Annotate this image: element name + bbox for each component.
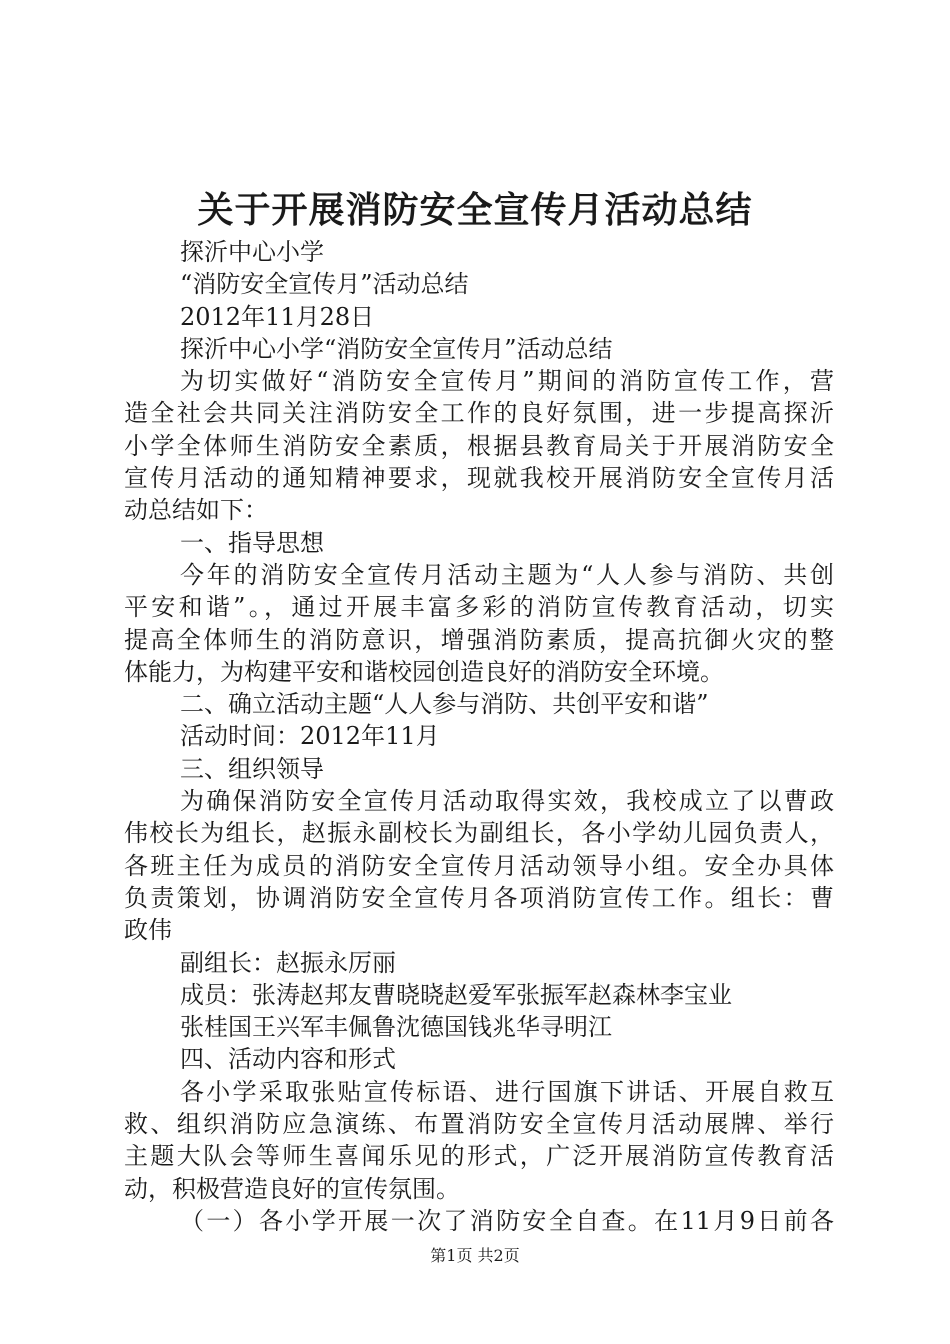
text-line: “消防安全宣传月”活动总结 [180,270,469,299]
page-footer: 第1页 共2页 [430,1246,520,1265]
text-line: 三、组织领导 [180,754,324,783]
text-line: 为切实做好“消防安全宣传月”期间的消防宣传工作，营 [180,367,834,396]
text-line: 宣传月活动的通知精神要求，现就我校开展消防安全宣传月活 [124,464,834,493]
text-line: 动，积极营造良好的宣传氛围。 [124,1174,460,1203]
text-line: 体能力，为构建平安和谐校园创造良好的消防安全环境。 [124,657,724,686]
document-body [124,236,834,1237]
text-line: 提高全体师生的消防意识，增强消防素质，提高抗御火灾的整 [124,625,834,654]
text-line: 二、确立活动主题“人人参与消防、共创平安和谐” [180,690,709,719]
text-line: 张桂国王兴军丰佩鲁沈德国钱兆华寻明江 [180,1013,612,1042]
text-line: 各小学采取张贴宣传标语、进行国旗下讲话、开展自救互 [180,1077,834,1106]
document-title: 关于开展消防安全宣传月活动总结 [197,189,753,231]
text-line: 活动时间：2012年11月 [180,722,440,751]
text-line: 为确保消防安全宣传月活动取得实效，我校成立了以曹政 [180,787,834,816]
text-line: 副组长：赵振永厉丽 [180,948,396,977]
text-line: 政伟 [124,916,172,945]
text-line: 造全社会共同关注消防安全工作的良好氛围，进一步提高探沂 [124,399,834,428]
text-line: 平安和谐”。，通过开展丰富多彩的消防宣传教育活动，切实 [124,593,834,622]
text-line: 动总结如下： [124,496,268,525]
text-line: 小学全体师生消防安全素质，根据县教育局关于开展消防安全 [124,431,834,460]
text-line: 一、指导思想 [180,528,324,557]
text-line: 救、组织消防应急演练、布置消防安全宣传月活动展牌、举行 [124,1110,834,1139]
text-line: 主题大队会等师生喜闻乐见的形式，广泛开展消防宣传教育活 [124,1142,834,1171]
text-line: （一）各小学开展一次了消防安全自查。在11月9日前各 [180,1206,834,1235]
text-line: 伟校长为组长，赵振永副校长为副组长，各小学幼儿园负责人， [124,819,834,848]
text-line: 探沂中心小学 [180,238,324,266]
text-line: 各班主任为成员的消防安全宣传月活动领导小组。安全办具体 [124,851,834,880]
text-line: 2012年11月28日 [180,302,375,331]
text-line: 成员：张涛赵邦友曹晓晓赵爱军张振军赵森林李宝业 [180,980,732,1009]
text-line: 探沂中心小学“消防安全宣传月”活动总结 [180,334,613,363]
text-line: 今年的消防安全宣传月活动主题为“人人参与消防、共创 [180,560,834,589]
text-line: 四、活动内容和形式 [180,1045,396,1074]
text-line: 负责策划，协调消防安全宣传月各项消防宣传工作。组长：曹 [124,883,834,912]
